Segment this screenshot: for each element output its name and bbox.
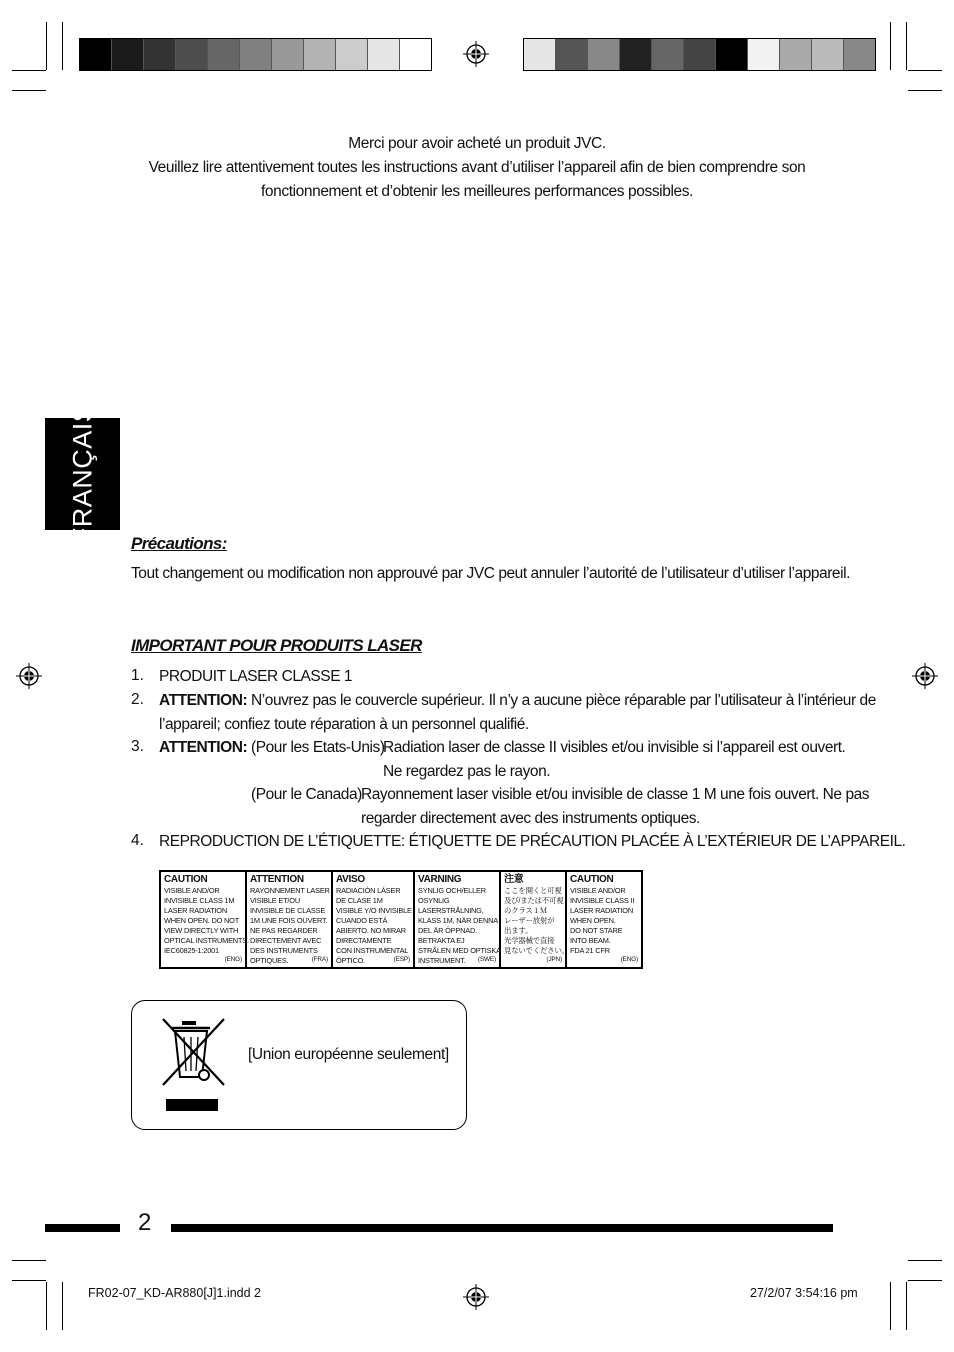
color-swatch xyxy=(304,39,336,70)
label-cell-line: ÓPTICO. xyxy=(336,956,365,965)
color-swatch xyxy=(208,39,240,70)
print-timestamp: 27/2/07 3:54:16 pm xyxy=(750,1286,858,1300)
intro-paragraph xyxy=(100,132,854,204)
label-cell-line: IEC60825-1:2001 xyxy=(164,946,219,955)
label-cell xyxy=(501,872,567,967)
label-cell-line: INVISIBLE CLASS 1M xyxy=(164,896,235,905)
crop-mark xyxy=(908,1280,942,1281)
label-cell-line: LASER RADIATION xyxy=(570,906,633,915)
label-cell-line: CON INSTRUMENTAL xyxy=(336,946,409,955)
us-warning-line: Ne regardez pas le rayon. xyxy=(383,763,551,780)
label-cell-line: VIEW DIRECTLY WITH xyxy=(164,926,239,935)
label-cell-title: VARNING xyxy=(418,874,462,885)
color-calibration-bar-right xyxy=(523,38,876,71)
label-cell xyxy=(247,872,333,967)
label-cell-line: DO NOT STARE xyxy=(570,926,623,935)
crop-mark xyxy=(62,22,63,70)
label-cell-line: RAYONNEMENT LASER xyxy=(250,886,330,895)
color-swatch xyxy=(684,39,716,70)
color-swatch xyxy=(620,39,652,70)
label-cell-line: ABIERTO. NO MIRAR xyxy=(336,926,406,935)
label-cell xyxy=(161,872,247,967)
color-swatch xyxy=(80,39,112,70)
label-cell-line: OPTICAL INSTRUMENTS. xyxy=(164,936,249,945)
language-tab xyxy=(45,403,120,545)
list-item-text xyxy=(159,689,876,713)
label-cell xyxy=(415,872,501,967)
label-cell-line: OSYNLIG xyxy=(418,896,450,905)
crop-mark xyxy=(46,22,47,70)
crossed-out-wheelie-bin-icon xyxy=(160,1015,228,1115)
color-swatch xyxy=(652,39,684,70)
color-swatch xyxy=(272,39,304,70)
color-swatch xyxy=(844,39,875,70)
crop-mark xyxy=(12,90,46,91)
color-swatch xyxy=(240,39,272,70)
label-cell-line: NE PAS REGARDER xyxy=(250,926,318,935)
label-cell-title: 注意 xyxy=(504,874,524,885)
label-cell-line: OPTIQUES. xyxy=(250,956,289,965)
footer-rule-right xyxy=(171,1224,833,1232)
label-cell-line: DES INSTRUMENTS xyxy=(250,946,318,955)
footer-rule-left xyxy=(45,1224,120,1232)
crop-mark xyxy=(12,1260,46,1261)
label-cell-line: VISIBLE AND/OR xyxy=(164,886,220,895)
label-cell-line: 光学器械で直接 xyxy=(504,936,555,945)
color-swatch xyxy=(176,39,208,70)
label-cell-language-code: (ESP) xyxy=(393,956,410,963)
color-swatch xyxy=(716,39,748,70)
crop-mark xyxy=(908,90,942,91)
label-cell-line: DIRECTEMENT AVEC xyxy=(250,936,322,945)
label-cell-title: AVISO xyxy=(336,874,365,885)
label-cell-line: INVISIBLE CLASS II xyxy=(570,896,635,905)
label-cell-line: DEL ÄR ÖPPNAD. xyxy=(418,926,477,935)
color-swatch xyxy=(336,39,368,70)
precautions-text: Tout changement ou modification non approuvé par JVC peut annuler l’autorité de l’utilisateur d’utiliser l’appareil. xyxy=(131,565,850,582)
color-swatch xyxy=(812,39,844,70)
label-cell-line: VISIBLE Y/O INVISIBLE xyxy=(336,906,412,915)
crop-mark xyxy=(12,70,46,71)
color-swatch xyxy=(556,39,588,70)
crop-mark xyxy=(890,1282,891,1330)
registration-mark-icon xyxy=(912,663,938,689)
registration-mark-icon xyxy=(463,1284,489,1310)
intro-line: Veuillez lire attentivement toutes les instructions avant d’utiliser l’appareil afin de bien comprendre son xyxy=(148,159,806,176)
label-cell-line: CUANDO ESTÁ xyxy=(336,916,388,925)
label-cell-line: STRÅLEN MED OPTISKA xyxy=(418,946,501,955)
crop-mark xyxy=(908,70,942,71)
canada-warning-line: regarder directement avec des instruments optiques. xyxy=(361,810,700,827)
intro-line: Merci pour avoir acheté un produit JVC. xyxy=(348,135,606,152)
label-cell-line: KLASS 1M, NÄR DENNA xyxy=(418,916,498,925)
laser-heading: IMPORTANT POUR PRODUITS LASER xyxy=(131,636,422,655)
label-cell-language-code: (SWE) xyxy=(477,956,496,963)
label-cell-line: 見ないでください。 xyxy=(504,946,569,955)
file-slug: FR02-07_KD-AR880[J]1.indd 2 xyxy=(88,1286,262,1300)
label-cell-line: 及び/または不可視 xyxy=(504,896,564,905)
label-cell-language-code: (ENG) xyxy=(224,956,242,963)
crop-mark xyxy=(906,22,907,70)
crop-mark xyxy=(46,1282,47,1330)
label-cell-line: INVISIBLE DE CLASSE xyxy=(250,906,326,915)
label-cell-line: WHEN OPEN. xyxy=(570,916,616,925)
list-item-text: PRODUIT LASER CLASSE 1 xyxy=(159,668,353,685)
list-number: 3. xyxy=(131,738,144,755)
color-swatch xyxy=(780,39,812,70)
label-cell-line: 1M UNE FOIS OUVERT. xyxy=(250,916,328,925)
color-calibration-bar-left xyxy=(79,38,432,71)
crop-mark xyxy=(890,22,891,70)
label-cell-line: ここを開くと可視 xyxy=(504,886,562,895)
color-swatch xyxy=(588,39,620,70)
precautions-heading: Précautions: xyxy=(131,534,227,553)
label-cell xyxy=(333,872,415,967)
label-cell-language-code: (FRA) xyxy=(311,956,328,963)
label-cell-line: VISIBLE AND/OR xyxy=(570,886,626,895)
region-label-canada: (Pour le Canada) xyxy=(251,786,362,803)
list-number: 1. xyxy=(131,667,144,684)
registration-mark-icon xyxy=(16,663,42,689)
canada-warning-line: Rayonnement laser visible et/ou invisible de classe 1 M une fois ouvert. Ne pas xyxy=(361,786,870,803)
label-cell-line: レーザー放射が xyxy=(504,916,555,925)
label-cell-line: のクラス１Ｍ xyxy=(504,906,547,915)
label-cell-language-code: (JPN) xyxy=(546,956,562,963)
label-cell-line: INTO BEAM. xyxy=(570,936,611,945)
label-cell-line: LASER RADIATION xyxy=(164,906,227,915)
label-cell-line: SYNLIG OCH/ELLER xyxy=(418,886,486,895)
label-cell-line: BETRAKTA EJ xyxy=(418,936,465,945)
list-number: 2. xyxy=(131,691,144,708)
label-cell-title: CAUTION xyxy=(164,874,208,885)
crop-mark xyxy=(12,1280,46,1281)
attention-label: ATTENTION: xyxy=(159,692,248,709)
label-cell-line: 出ます。 xyxy=(504,926,533,935)
region-label-us: (Pour les Etats-Unis) xyxy=(251,739,385,756)
us-warning-line: Radiation laser de classe II visibles et/ou invisible si l’appareil est ouvert. xyxy=(383,739,846,756)
label-cell-line: FDA 21 CFR xyxy=(570,946,610,955)
page-number: 2 xyxy=(138,1209,152,1236)
label-cell-line: RADIACIÓN LÁSER xyxy=(336,886,401,895)
label-cell xyxy=(567,872,641,967)
label-cell-language-code: (ENG) xyxy=(620,956,638,963)
label-cell-title: CAUTION xyxy=(570,874,614,885)
crop-mark xyxy=(906,1282,907,1330)
intro-line: fonctionnement et d’obtenir les meilleures performances possibles. xyxy=(261,183,693,200)
color-swatch xyxy=(748,39,780,70)
label-cell-line: VISIBLE ET/OU xyxy=(250,896,300,905)
crop-mark xyxy=(62,1282,63,1330)
language-tab-label: FRANÇAIS xyxy=(67,403,97,545)
label-cell-line: INSTRUMENT. xyxy=(418,956,466,965)
attention-label: ATTENTION: xyxy=(159,739,248,756)
eu-disposal-box xyxy=(131,1000,467,1130)
label-cell-line: DE CLASE 1M xyxy=(336,896,383,905)
color-swatch xyxy=(400,39,431,70)
registration-mark-icon xyxy=(463,41,489,67)
list-number: 4. xyxy=(131,832,144,849)
list-item-text: REPRODUCTION DE L’ÉTIQUETTE: ÉTIQUETTE DE PRÉCAUTION PLACÉE À L’EXTÉRIEUR DE L’APPAREIL. xyxy=(159,833,906,850)
list-item-line: l’appareil; confiez toute réparation à un personnel qualifié. xyxy=(159,716,529,733)
laser-caution-label xyxy=(159,870,643,969)
color-swatch xyxy=(524,39,556,70)
color-swatch xyxy=(368,39,400,70)
label-cell-title: ATTENTION xyxy=(250,874,304,885)
label-cell-line: LASERSTRÅLNING, xyxy=(418,906,484,915)
color-swatch xyxy=(112,39,144,70)
crop-mark xyxy=(908,1260,942,1261)
list-item-line: N’ouvrez pas le couvercle supérieur. Il n’y a aucune pièce réparable par l’utilisateur à l’intérieur de xyxy=(247,692,876,709)
label-cell-line: DIRECTAMENTE xyxy=(336,936,392,945)
color-swatch xyxy=(144,39,176,70)
eu-only-label: [Union européenne seulement] xyxy=(248,1046,449,1063)
label-cell-line: WHEN OPEN. DO NOT xyxy=(164,916,240,925)
